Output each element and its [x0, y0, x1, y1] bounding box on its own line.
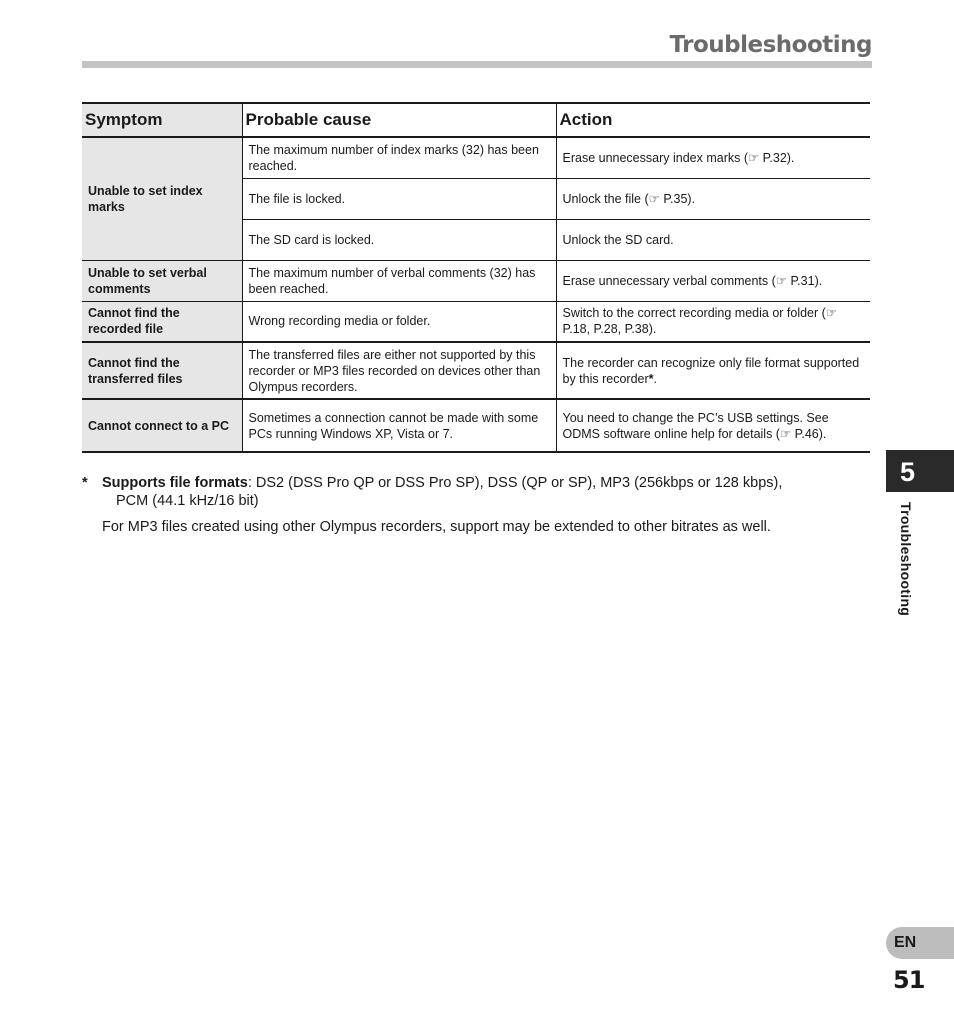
footnote-line	[102, 474, 862, 492]
table-row	[82, 342, 870, 399]
action-cell: Switch to the correct recording media or folder (☞ P.18, P.28, P.38).	[556, 301, 870, 342]
title-rule	[82, 61, 872, 68]
header-action: Action	[556, 103, 870, 137]
cause-cell: Wrong recording media or folder.	[242, 301, 556, 342]
footnote-marker: *	[648, 371, 654, 386]
table-row	[82, 137, 870, 178]
chapter-number-tab: 5	[886, 450, 954, 492]
action-cell: Unlock the SD card.	[556, 219, 870, 260]
footnote-formats: : DS2 (DSS Pro QP or DSS Pro SP), DSS (QP or SP), MP3 (256kbps or 128 kbps),	[247, 475, 783, 491]
action-cell: Erase unnecessary verbal comments (☞ P.31).	[556, 260, 870, 301]
symptom-cell: Cannot find the transferred files	[82, 342, 242, 399]
action-cell: You need to change the PC’s USB settings. See ODMS software online help for details (☞ P.46).	[556, 399, 870, 452]
footnote-label: Supports file formats	[102, 475, 248, 491]
cause-cell: The maximum number of verbal comments (32) has been reached.	[242, 260, 556, 301]
action-text: The recorder can recognize only file format supported by this recorder	[562, 355, 860, 386]
header-probable-cause: Probable cause	[242, 103, 556, 137]
cause-cell: The transferred files are either not supported by this recorder or MP3 files recorded on devices other than Olympus recorders.	[242, 342, 556, 399]
cause-cell: Sometimes a connection cannot be made with some PCs running Windows XP, Vista or 7.	[242, 399, 556, 452]
cause-cell: The file is locked.	[242, 178, 556, 219]
symptom-cell: Unable to set index marks	[82, 137, 242, 260]
cause-cell: The SD card is locked.	[242, 219, 556, 260]
symptom-cell: Cannot connect to a PC	[82, 399, 242, 452]
page-title: Troubleshooting	[669, 32, 872, 58]
action-text-end: .	[653, 371, 658, 386]
footnote-line-2: PCM (44.1 kHz/16 bit)	[116, 493, 259, 509]
footnote-asterisk: *	[82, 475, 88, 491]
footnote	[82, 474, 862, 536]
symptom-cell: Unable to set verbal comments	[82, 260, 242, 301]
language-tab: EN	[886, 927, 954, 959]
chapter-side-label: Troubleshooting	[898, 502, 914, 617]
cause-cell: The maximum number of index marks (32) has been reached.	[242, 137, 556, 178]
troubleshooting-table	[82, 102, 870, 453]
action-cell: Erase unnecessary index marks (☞ P.32).	[556, 137, 870, 178]
footnote-paragraph: For MP3 files created using other Olympus recorders, support may be extended to other bitrates as well.	[102, 519, 771, 535]
header-symptom: Symptom	[82, 103, 242, 137]
action-cell	[556, 342, 870, 399]
table-row	[82, 399, 870, 452]
table-header-row	[82, 103, 870, 137]
symptom-cell: Cannot find the recorded file	[82, 301, 242, 342]
table-row	[82, 260, 870, 301]
action-cell: Unlock the file (☞ P.35).	[556, 178, 870, 219]
table-row	[82, 301, 870, 342]
page-number: 51	[893, 966, 925, 994]
